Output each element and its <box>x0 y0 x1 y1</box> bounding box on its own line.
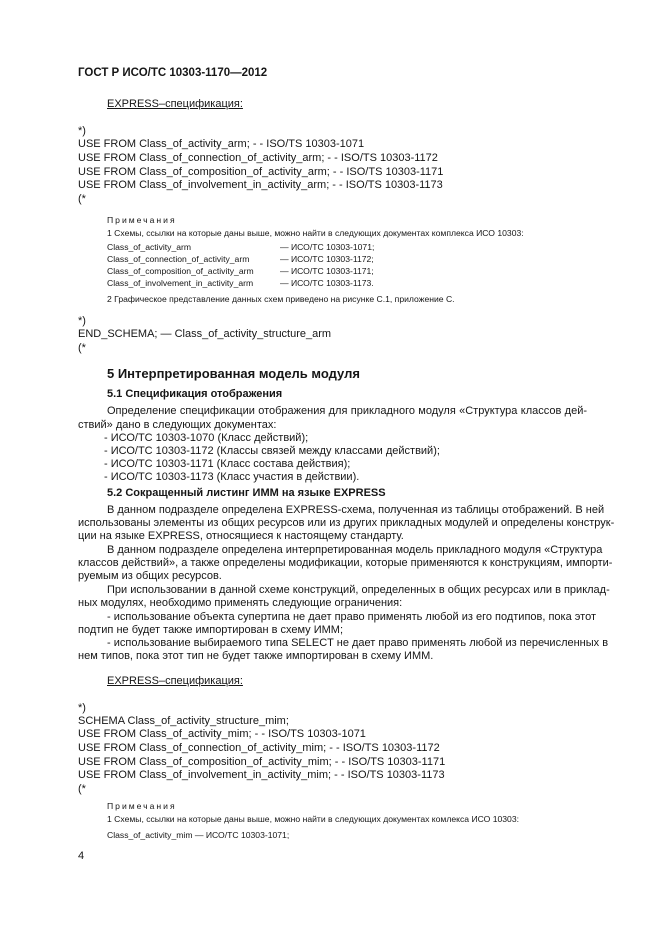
note-ref-name: Class_of_involvement_in_activity_arm <box>107 278 254 288</box>
express-spec-label: EXPRESS–спецификация: <box>107 675 243 687</box>
code-open: *) <box>78 702 86 714</box>
paragraph-line: подтип не будет также импортирован в схему ИММ; <box>78 624 343 636</box>
note-title: Примечания <box>107 215 177 225</box>
code-open: *) <box>78 315 86 327</box>
list-item: - ИСО/ТС 10303-1172 (Классы связей между классами действий); <box>104 445 440 457</box>
code-line: USE FROM Class_of_connection_of_activity_arm; - - ISO/TS 10303-1172 <box>78 152 438 164</box>
note-ref-name: Class_of_connection_of_activity_arm <box>107 254 250 264</box>
subsection-title: 5.1 Спецификация отображения <box>107 388 283 400</box>
paragraph-line: ных модулях, необходимо применять следующие ограничения: <box>78 597 403 609</box>
paragraph-line: нем типов, пока этот тип не будет также импортирован в схему ИММ. <box>78 650 434 662</box>
code-line: USE FROM Class_of_activity_arm; - - ISO/TS 10303-1071 <box>78 138 365 150</box>
code-line: END_SCHEMA; — Class_of_activity_structure_arm <box>78 328 332 340</box>
note-item: 1 Схемы, ссылки на которые даны выше, можно найти в следующих документах комплекса ИСО 10303: <box>107 228 524 238</box>
express-spec-label: EXPRESS–спецификация: <box>107 98 243 110</box>
subsection-title: 5.2 Сокращенный листинг ИММ на языке EXPRESS <box>107 487 386 499</box>
page-header: ГОСТ Р ИСО/ТС 10303-1170—2012 <box>78 67 268 79</box>
code-close: (* <box>78 783 86 795</box>
code-close: (* <box>78 342 86 354</box>
paragraph-line: использованы элементы из общих ресурсов или из других прикладных модулей и определены конструк- <box>78 517 615 529</box>
note-ref-doc: — ИСО/ТС 10303-1071; <box>280 242 375 252</box>
list-item: - ИСО/ТС 10303-1171 (Класс состава действия); <box>104 458 351 470</box>
paragraph-line: - использование объекта супертипа не дает право применять любой из его подтипов, пока этот <box>107 611 596 623</box>
note-item: 2 Графическое представление данных схем приведено на рисунке С.1, приложение С. <box>107 294 455 304</box>
paragraph-line: В данном подразделе определена интерпретированная модель прикладного модуля «Структура <box>107 544 603 556</box>
code-line: USE FROM Class_of_involvement_in_activity_arm; - - ISO/TS 10303-1173 <box>78 179 443 191</box>
paragraph-line: При использовании в данной схеме конструкций, определенных в общих ресурсах или в приклад- <box>107 584 610 596</box>
note-ref-doc: — ИСО/ТС 10303-1171; <box>280 266 374 276</box>
code-close: (* <box>78 193 86 205</box>
section-title: 5 Интерпретированная модель модуля <box>107 366 360 381</box>
note-title: Примечания <box>107 801 177 811</box>
note-item: 1 Схемы, ссылки на которые даны выше, можно найти в следующих документах комлекса ИСО 10303: <box>107 814 520 824</box>
list-item: - ИСО/ТС 10303-1070 (Класс действий); <box>104 432 309 444</box>
note-ref: Class_of_activity_mim — ИСО/ТС 10303-1071; <box>107 830 290 840</box>
code-line: USE FROM Class_of_composition_of_activity_mim; - - ISO/TS 10303-1171 <box>78 756 446 768</box>
code-line: SCHEMA Class_of_activity_structure_mim; <box>78 715 289 727</box>
paragraph-line: классов действий», а также определены модификации, которые применяются к конструкциям, импорти- <box>78 557 613 569</box>
note-ref-name: Class_of_composition_of_activity_arm <box>107 266 254 276</box>
page-number: 4 <box>78 850 85 862</box>
code-line: USE FROM Class_of_connection_of_activity_mim; - - ISO/TS 10303-1172 <box>78 742 440 754</box>
paragraph-line: В данном подразделе определена EXPRESS-схема, полученная из таблицы отображений. В ней <box>107 504 605 516</box>
code-line: USE FROM Class_of_activity_mim; - - ISO/TS 10303-1071 <box>78 728 366 740</box>
paragraph-line: руемым из общих ресурсов. <box>78 570 222 582</box>
paragraph-line: ствий» дано в следующих документах: <box>78 419 277 431</box>
note-ref-doc: — ИСО/ТС 10303-1173. <box>280 278 374 288</box>
code-line: USE FROM Class_of_involvement_in_activity_mim; - - ISO/TS 10303-1173 <box>78 769 445 781</box>
paragraph-line: Определение спецификации отображения для прикладного модуля «Структура классов дей- <box>107 405 587 417</box>
paragraph-line: - использование выбираемого типа SELECT не дает право применять любой из перечисленных в <box>107 637 609 649</box>
note-ref-doc: — ИСО/ТС 10303-1172; <box>280 254 374 264</box>
code-open: *) <box>78 125 86 137</box>
note-ref-name: Class_of_activity_arm <box>107 242 192 252</box>
code-line: USE FROM Class_of_composition_of_activity_arm; - - ISO/TS 10303-1171 <box>78 166 444 178</box>
list-item: - ИСО/ТС 10303-1173 (Класс участия в действии). <box>104 471 360 483</box>
paragraph-line: ции на языке EXPRESS, относящиеся к настоящему стандарту. <box>78 530 404 542</box>
